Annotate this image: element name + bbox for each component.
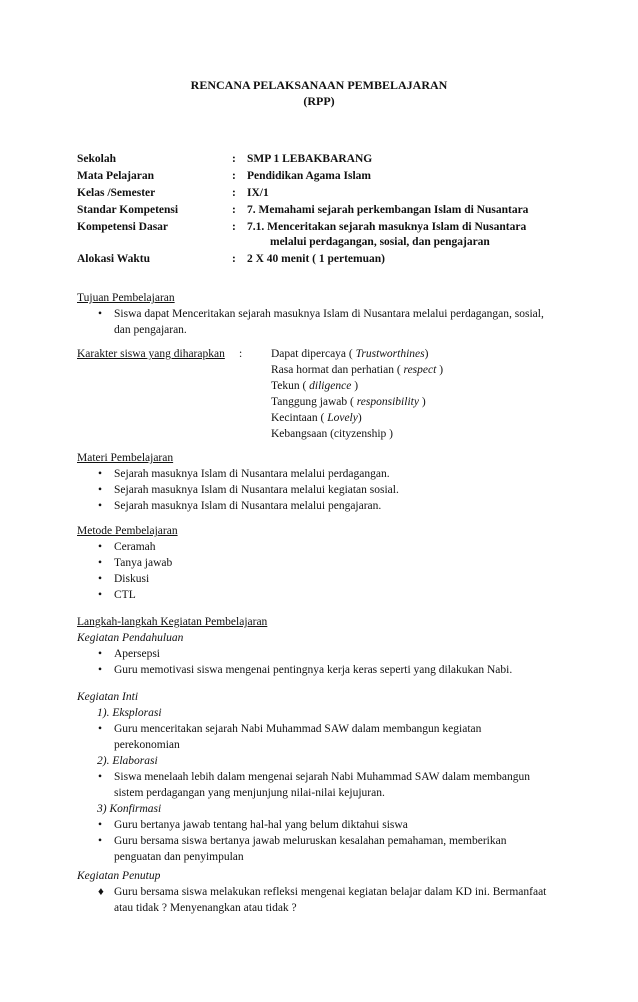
info-label: Mata Pelajaran xyxy=(77,170,154,182)
section-langkah xyxy=(77,614,577,678)
section-inti xyxy=(77,689,577,865)
doc-subtitle: (RPP) xyxy=(303,94,335,108)
bullet-icon: • xyxy=(98,819,103,831)
subsection-heading: Kegiatan Inti xyxy=(77,691,139,703)
list-item: • CTL xyxy=(98,589,136,601)
list-item-text-continued: dan pengajaran. xyxy=(114,324,187,336)
list-item: • Ceramah xyxy=(98,541,156,553)
section-tujuan xyxy=(77,290,577,338)
list-item: • Guru memotivasi siswa mengenai pentingnya kerja keras seperti yang dilakukan Nabi. xyxy=(98,664,513,676)
info-colon: : xyxy=(232,204,236,216)
info-value: IX/1 xyxy=(247,187,269,199)
karakter-row xyxy=(77,378,577,394)
bullet-icon: • xyxy=(98,664,103,676)
step-heading: 1). Eksplorasi xyxy=(97,707,162,719)
list-item: • Sejarah masuknya Islam di Nusantara melalui kegiatan sosial. xyxy=(98,484,399,496)
info-label: Kelas /Semester xyxy=(77,187,156,199)
list-item: • Guru bersama siswa bertanya jawab meluruskan kesalahan pemahaman, memberikan penguatan dan penyimpulan xyxy=(98,835,507,863)
step-heading: 2). Elaborasi xyxy=(97,755,158,767)
bullet-icon: • xyxy=(98,557,103,569)
list-item: • Siswa menelaah lebih dalam mengenai sejarah Nabi Muhammad SAW dalam membangun sistem perdagangan yang menjunjung nilai-nilai kejujuran. xyxy=(98,771,530,799)
karakter-item: Dapat dipercaya ( Trustworthines) xyxy=(271,348,429,360)
info-label: Standar Kompetensi xyxy=(77,204,179,216)
info-colon: : xyxy=(232,253,236,265)
bullet-icon: • xyxy=(98,500,103,512)
list-item: • Sejarah masuknya Islam di Nusantara melalui perdagangan. xyxy=(98,468,390,480)
diamond-bullet-icon: ♦ xyxy=(98,886,104,898)
list-item: • Sejarah masuknya Islam di Nusantara melalui pengajaran. xyxy=(98,500,382,512)
karakter-item: Rasa hormat dan perhatian ( respect ) xyxy=(271,364,444,376)
section-heading: Karakter siswa yang diharapkan xyxy=(77,348,225,360)
info-row xyxy=(77,219,577,251)
list-item: • Apersepsi xyxy=(98,648,160,660)
bullet-icon: • xyxy=(98,589,103,601)
section-materi xyxy=(77,450,577,514)
info-colon: : xyxy=(232,170,236,182)
info-row xyxy=(77,251,577,268)
bullet-icon: • xyxy=(98,484,103,496)
section-heading: Metode Pembelajaran xyxy=(77,525,178,537)
info-row xyxy=(77,168,577,185)
karakter-row xyxy=(77,362,577,378)
info-row xyxy=(77,202,577,219)
info-label: Kompetensi Dasar xyxy=(77,221,169,233)
step-heading: 3) Konfirmasi xyxy=(97,803,162,815)
bullet-icon: • xyxy=(98,771,103,783)
list-item: • Guru menceritakan sejarah Nabi Muhammad SAW dalam membangun kegiatan perekonomian xyxy=(98,723,482,751)
karakter-colon: : xyxy=(239,348,243,360)
subsection-heading: Kegiatan Penutup xyxy=(77,870,161,882)
section-metode xyxy=(77,523,577,603)
info-value: 7.1. Menceritakan sejarah masuknya Islam di Nusantara xyxy=(247,221,527,233)
doc-title: RENCANA PELAKSANAAN PEMBELAJARAN xyxy=(190,78,448,92)
bullet-icon: • xyxy=(98,308,103,320)
info-value: SMP 1 LEBAKBARANG xyxy=(247,153,373,165)
section-karakter xyxy=(77,346,577,442)
info-table xyxy=(77,151,577,268)
karakter-row xyxy=(77,426,577,442)
section-heading: Langkah-langkah Kegiatan Pembelajaran xyxy=(77,616,268,628)
info-value: 7. Memahami sejarah perkembangan Islam di Nusantara xyxy=(247,204,529,216)
section-penutup xyxy=(77,868,577,916)
bullet-icon: • xyxy=(98,648,103,660)
bullet-icon: • xyxy=(98,835,103,847)
info-value: Pendidikan Agama Islam xyxy=(247,170,371,182)
info-label: Sekolah xyxy=(77,153,116,165)
subsection-heading: Kegiatan Pendahuluan xyxy=(77,632,184,644)
list-item xyxy=(77,306,577,338)
bullet-icon: • xyxy=(98,541,103,553)
karakter-item: Tekun ( diligence ) xyxy=(271,380,359,392)
bullet-icon: • xyxy=(98,468,103,480)
info-colon: : xyxy=(232,153,236,165)
karakter-row xyxy=(77,346,577,362)
section-heading: Materi Pembelajaran xyxy=(77,452,174,464)
list-item-text: Siswa dapat Menceritakan sejarah masuknya Islam di Nusantara melalui perdagangan, sosial, xyxy=(114,308,544,320)
list-item: ♦ Guru bersama siswa melakukan refleksi mengenai kegiatan belajar dalam KD ini. Bermanfaat atau tidak ? Menyenangkan atau tidak ? xyxy=(98,886,547,914)
list-item: • Tanya jawab xyxy=(98,557,173,569)
info-value: 2 X 40 menit ( 1 pertemuan) xyxy=(247,253,385,265)
bullet-icon: • xyxy=(98,723,103,735)
info-colon: : xyxy=(232,187,236,199)
bullet-icon: • xyxy=(98,573,103,585)
karakter-row xyxy=(77,394,577,410)
karakter-item: Kecintaan ( Lovely) xyxy=(271,412,362,424)
info-label: Alokasi Waktu xyxy=(77,253,150,265)
list-item: • Diskusi xyxy=(98,573,150,585)
info-value-continued: melalui perdagangan, sosial, dan pengajaran xyxy=(270,236,490,248)
karakter-row xyxy=(77,410,577,426)
section-heading: Tujuan Pembelajaran xyxy=(77,292,175,304)
karakter-item: Tanggung jawab ( responsibility ) xyxy=(271,396,426,408)
info-row xyxy=(77,151,577,168)
info-row xyxy=(77,185,577,202)
karakter-item: Kebangsaan (cityzenship ) xyxy=(271,428,393,440)
list-item: • Guru bertanya jawab tentang hal-hal yang belum diktahui siswa xyxy=(98,819,408,831)
info-colon: : xyxy=(232,221,236,233)
